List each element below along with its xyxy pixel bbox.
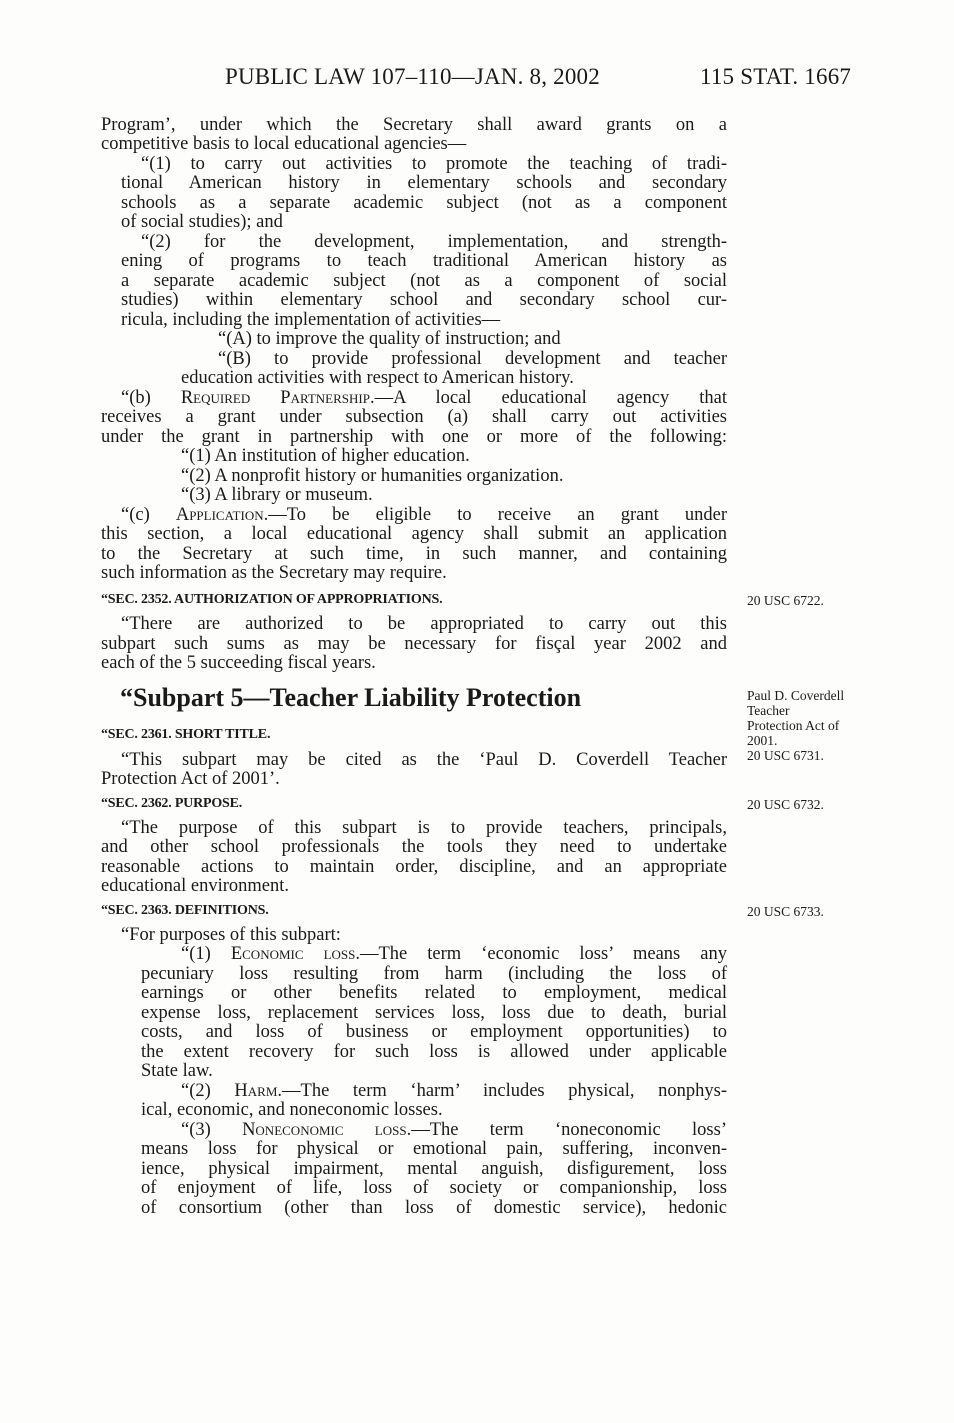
text-line: a separate academic subject (not as a component of social bbox=[121, 271, 727, 291]
subsection-application bbox=[121, 505, 727, 525]
text-line: educational environment. bbox=[101, 876, 290, 896]
text-line: “(A) to improve the quality of instruction; and bbox=[218, 329, 561, 349]
margin-note-usc: 20 USC 6722. bbox=[747, 593, 824, 608]
text-line: competitive basis to local educational agencies— bbox=[101, 134, 467, 154]
subpart-heading: “Subpart 5—Teacher Liability Protection bbox=[120, 683, 582, 712]
text-line: under the grant in partnership with one or more of the following: bbox=[101, 427, 727, 447]
text-line: “(3) A library or museum. bbox=[181, 485, 373, 505]
section-heading-2362: “SEC. 2362. PURPOSE. bbox=[101, 796, 243, 811]
text: .—To be eligible to receive an grant under bbox=[263, 505, 727, 525]
text: “(c) bbox=[121, 505, 176, 525]
text-line: “This subpart may be cited as the ‘Paul D. Coverdell Teacher bbox=[121, 750, 727, 770]
text-line: Protection Act of 2001’. bbox=[101, 769, 280, 789]
text-line: “(2) for the development, implementation, and strength- bbox=[141, 232, 727, 252]
text-line: ening of programs to teach traditional American history as bbox=[121, 251, 727, 271]
section-heading-2352: “SEC. 2352. AUTHORIZATION OF APPROPRIATIONS. bbox=[101, 592, 443, 607]
text-line: education activities with respect to American history. bbox=[181, 368, 574, 388]
text-line: ical, economic, and noneconomic losses. bbox=[141, 1100, 443, 1120]
text-line: and other school professionals the tools they need to undertake bbox=[101, 837, 727, 857]
definition-term: Economic loss bbox=[230, 944, 356, 964]
page-number: 115 STAT. 1667 bbox=[700, 64, 852, 89]
text-line: “(B) to provide professional development and teacher bbox=[218, 349, 727, 369]
text-line: “For purposes of this subpart: bbox=[121, 925, 341, 945]
definition-term: Harm bbox=[234, 1081, 278, 1101]
text: “(b) bbox=[121, 388, 181, 408]
text-line: tional American history in elementary schools and secondary bbox=[121, 173, 727, 193]
text-line: pecuniary loss resulting from harm (including the loss of bbox=[141, 964, 727, 984]
text-line: to the Secretary at such time, in such manner, and containing bbox=[101, 544, 727, 564]
margin-note-line: Paul D. Coverdell bbox=[747, 688, 845, 703]
text-line: costs, and loss of business or employment opportunities) to bbox=[141, 1022, 727, 1042]
definition-noneconomic-loss bbox=[181, 1120, 727, 1140]
text-line: studies) within elementary school and secondary school cur- bbox=[121, 290, 727, 310]
definition-economic-loss bbox=[181, 944, 727, 964]
text-line: means loss for physical or emotional pain, suffering, inconven- bbox=[141, 1139, 727, 1159]
margin-note-line: 2001. bbox=[747, 733, 778, 748]
text-line: “The purpose of this subpart is to provide teachers, principals, bbox=[121, 818, 727, 838]
text-line: schools as a separate academic subject (not as a component bbox=[121, 193, 727, 213]
text-line: this section, a local educational agency shall submit an application bbox=[101, 524, 727, 544]
text: “(1) bbox=[181, 944, 231, 964]
text-line: subpart such sums as may be necessary for fisçal year 2002 and bbox=[101, 634, 727, 654]
text-line: of consortium (other than loss of domestic service), hedonic bbox=[141, 1198, 727, 1218]
margin-note-act bbox=[747, 688, 844, 763]
text-line: the extent recovery for such loss is allowed under applicable bbox=[141, 1042, 727, 1062]
text-line: of social studies); and bbox=[121, 212, 283, 232]
text-line: ricula, including the implementation of activities— bbox=[121, 310, 501, 330]
running-header-title: PUBLIC LAW 107–110—JAN. 8, 2002 bbox=[225, 64, 600, 89]
margin-note-usc: 20 USC 6733. bbox=[747, 904, 824, 919]
text: .—The term ‘harm’ includes physical, nonphys- bbox=[277, 1081, 727, 1101]
definition-harm bbox=[181, 1081, 727, 1101]
text-line: “There are authorized to be appropriated to carry out this bbox=[121, 614, 727, 634]
text: “(2) bbox=[181, 1081, 235, 1101]
section-heading-2361: “SEC. 2361. SHORT TITLE. bbox=[101, 727, 271, 742]
subsection-required-partnership bbox=[121, 388, 727, 408]
text-line: receives a grant under subsection (a) shall carry out activities bbox=[101, 407, 727, 427]
text-line: each of the 5 succeeding fiscal years. bbox=[101, 653, 376, 673]
text-line: Program’, under which the Secretary shall award grants on a bbox=[101, 115, 727, 135]
subsection-heading: Application bbox=[175, 505, 264, 525]
margin-note-line: Protection Act of bbox=[747, 718, 840, 733]
definition-term: Noneconomic loss bbox=[242, 1120, 407, 1140]
text-line: reasonable actions to maintain order, discipline, and an appropriate bbox=[101, 857, 727, 877]
text-line: “(1) to carry out activities to promote the teaching of tradi- bbox=[141, 154, 727, 174]
text-line: earnings or other benefits related to employment, medical bbox=[141, 983, 727, 1003]
margin-note-line: Teacher bbox=[747, 703, 790, 718]
text-line: “(2) A nonprofit history or humanities organization. bbox=[181, 466, 564, 486]
margin-note-usc: 20 USC 6732. bbox=[747, 797, 824, 812]
text-line: of enjoyment of life, loss of society or companionship, loss bbox=[141, 1178, 727, 1198]
text: .—The term ‘economic loss’ means any bbox=[355, 944, 727, 964]
text-line: State law. bbox=[141, 1061, 213, 1081]
text-line: such information as the Secretary may require. bbox=[101, 563, 447, 583]
text: .—A local educational agency that bbox=[369, 388, 727, 408]
text-line: ience, physical impairment, mental anguish, disfigurement, loss bbox=[141, 1159, 727, 1179]
text: “(3) bbox=[181, 1120, 243, 1140]
text-line: expense loss, replacement services loss, loss due to death, burial bbox=[141, 1003, 727, 1023]
text-line: “(1) An institution of higher education. bbox=[181, 446, 470, 466]
margin-note-usc: 20 USC 6731. bbox=[747, 748, 824, 763]
section-heading-2363: “SEC. 2363. DEFINITIONS. bbox=[101, 903, 269, 918]
text: .—The term ‘noneconomic loss’ bbox=[406, 1120, 727, 1140]
subsection-heading: Required Partnership bbox=[180, 388, 370, 408]
